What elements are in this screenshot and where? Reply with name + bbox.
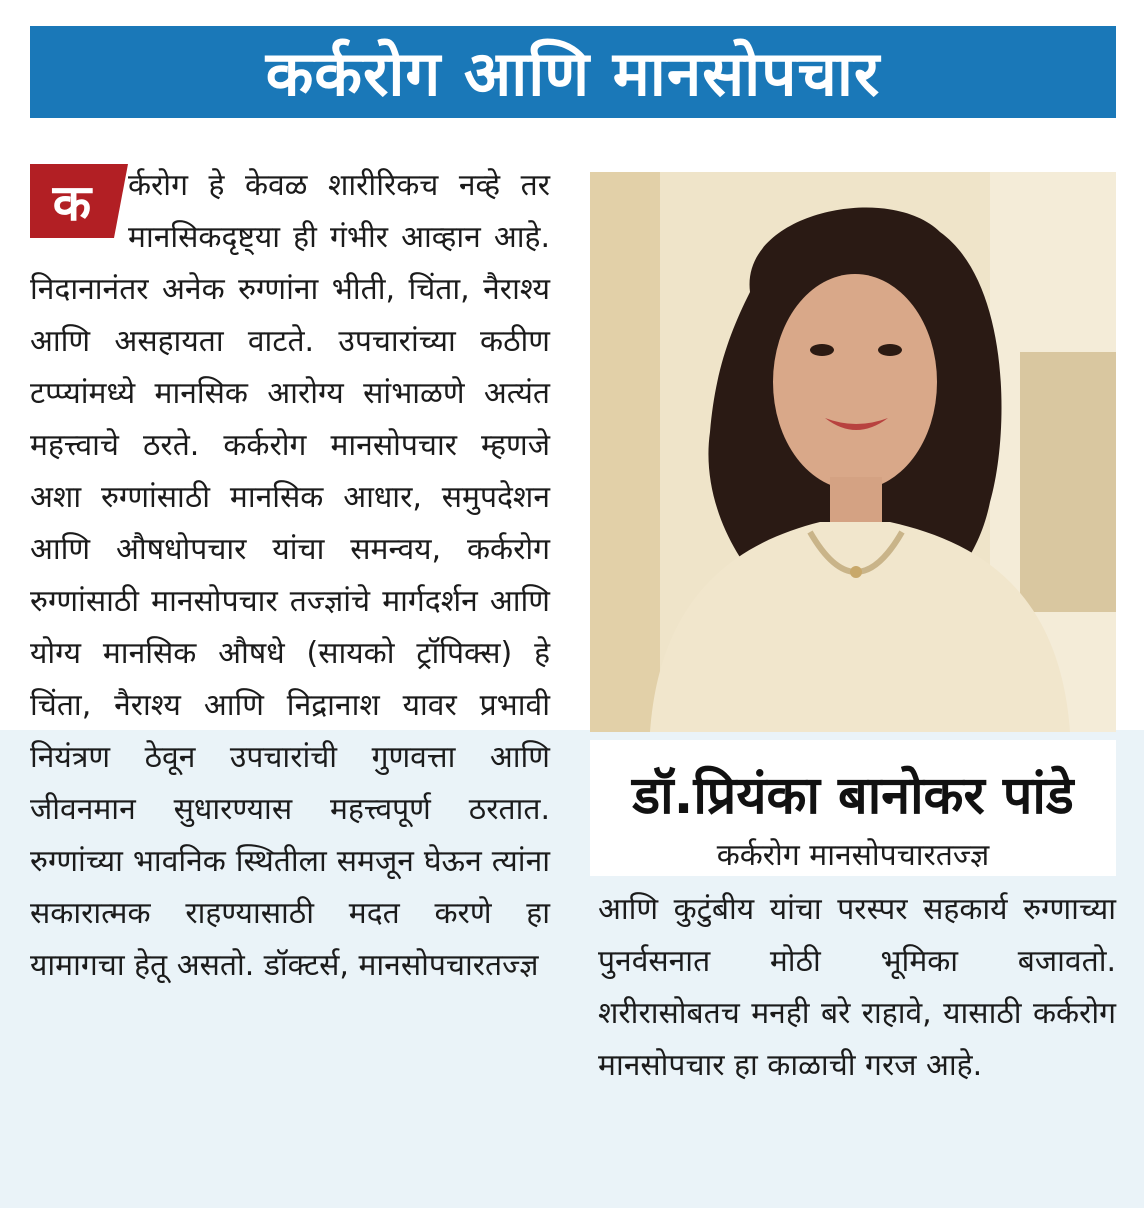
right-column-text: आणि कुटुंबीय यांचा परस्पर सहकार्य रुग्णाच्या पुनर्वसनात मोठी भूमिका बजावतो. शरीरासोबतच मनही बरे राहावे, यासाठी कर्करोग मानसोपचार हा काळाची गरज आहे.: [598, 892, 1116, 1083]
left-column-paragraph: [30, 160, 550, 992]
portrait-illustration: [590, 172, 1116, 732]
right-column: [598, 884, 1116, 1092]
author-caption: [590, 740, 1116, 876]
author-name: डॉ.प्रियंका बानोकर पांडे: [632, 766, 1074, 826]
left-column-text: र्करोग हे केवळ शारीरिकच नव्हे तर मानसिकदृष्ट्या ही गंभीर आव्हान आहे. निदानानंतर अनेक रुग्णांना भीती, चिंता, नैराश्य आणि असहायता वाटते. उपचारांच्या कठीण टप्प्यांमध्ये मानसिक आरोग्य सांभाळणे अत्यंत महत्त्वाचे ठरते. कर्करोग मानसोपचार म्हणजे अशा रुग्णांसाठी मानसिक आधार, समुपदेशन आणि औषधोपचार यांचा समन्वय, कर्करोग रुग्णांसाठी मानसोपचार तज्ज्ञांचे मार्गदर्शन आणि योग्य मानसिक औषधे (सायको ट्रॉपिक्स) हे चिंता, नैराश्य आणि निद्रानाश यावर प्रभावी नियंत्रण ठेवून उपचारांची गुणवत्ता आणि जीवनमान सुधारण्यास महत्त्वपूर्ण ठरतात. रुग्णांच्या भावनिक स्थितीला समजून घेऊन त्यांना सकारात्मक राहण्यासाठी मदत करणे हा यामागचा हेतू असतो. डॉक्टर्स, मानसोपचारतज्ज्ञ: [30, 168, 550, 983]
author-role: कर्करोग मानसोपचारतज्ज्ञ: [716, 838, 990, 873]
dropcap: क: [30, 164, 114, 238]
left-column: [30, 160, 550, 992]
author-photo: [590, 172, 1116, 732]
headline: कर्करोग आणि मानसोपचार: [265, 37, 881, 110]
dropcap-fold-decoration: [114, 164, 128, 238]
headline-banner: [30, 26, 1116, 118]
